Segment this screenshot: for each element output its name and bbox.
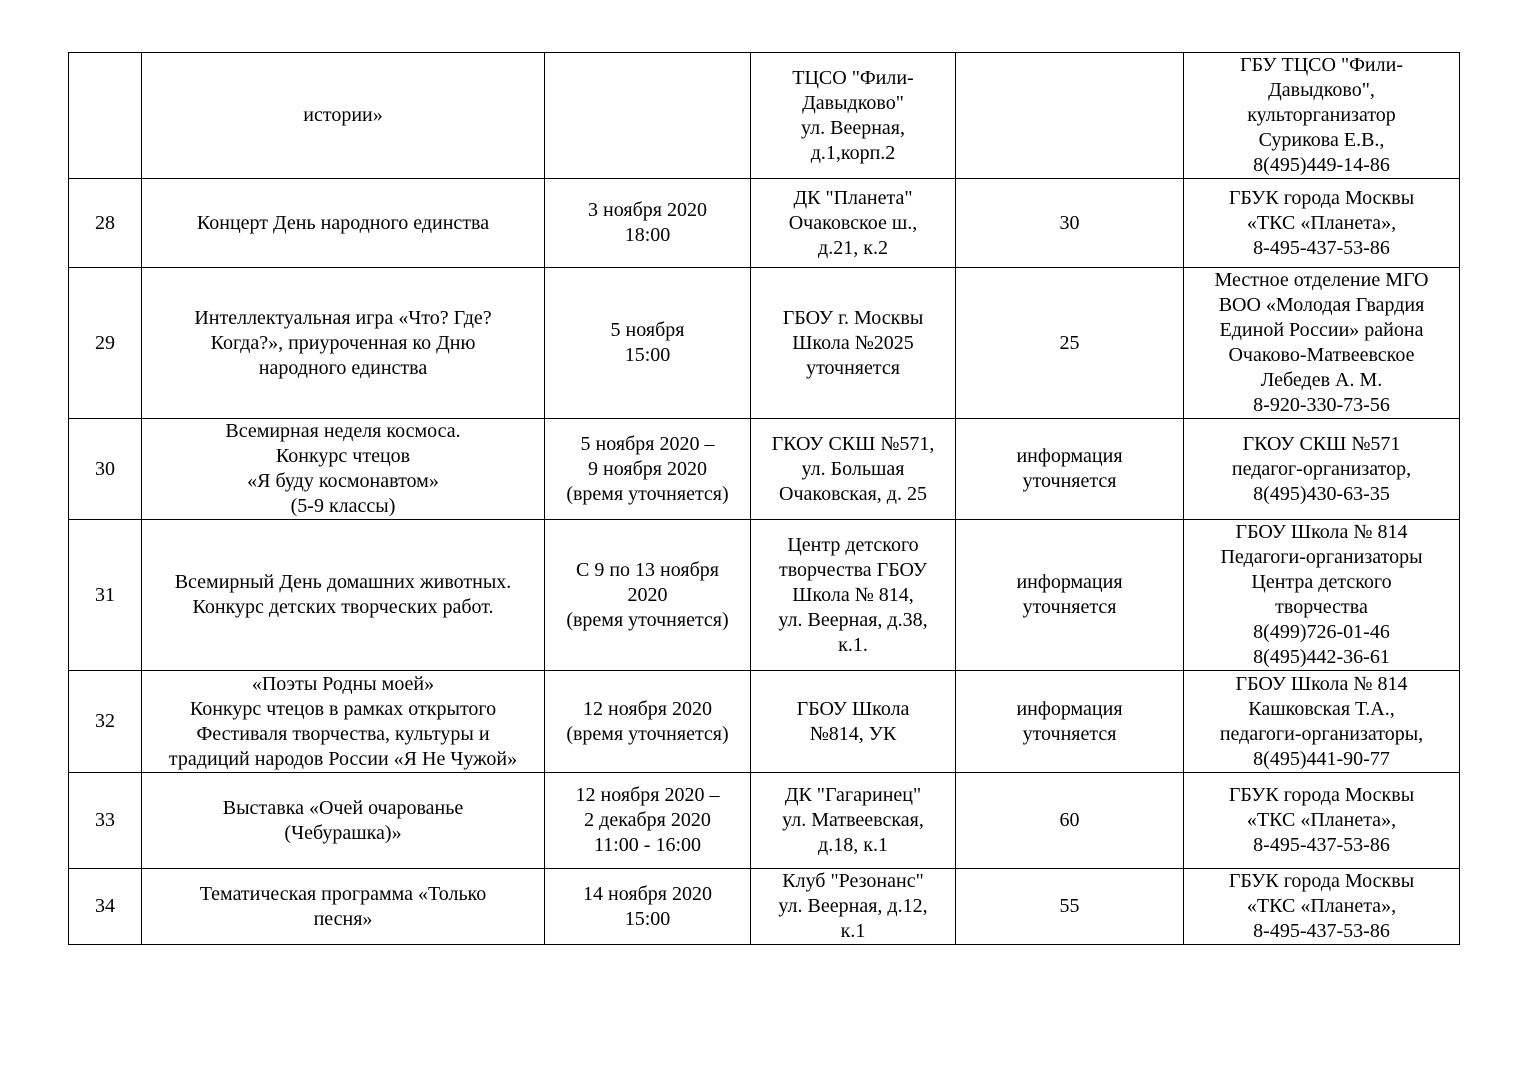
cell-place (751, 520, 956, 671)
table-row (69, 869, 1460, 945)
cell-organizer (1184, 53, 1460, 179)
cell-event (142, 179, 545, 268)
cell-place (751, 671, 956, 773)
cell-date-text: 5 ноября 15:00 (610, 319, 685, 366)
cell-number-text: 31 (95, 583, 115, 606)
cell-event-text: Интеллектуальная игра «Что? Где? Когда?», приуроченная ко Дню народного единства (194, 306, 492, 379)
cell-place-text: ТЦСО "Фили- Давыдково" ул. Веерная, д.1,корп.2 (792, 66, 914, 164)
cell-date-text: 12 ноября 2020 (время уточняется) (566, 697, 729, 745)
cell-participants (956, 671, 1184, 773)
cell-participants-text: 55 (1059, 895, 1080, 917)
cell-organizer-text: ГБУК города Москвы «ТКС «Планета», 8-495-437-53-86 (1228, 870, 1415, 942)
cell-number (69, 419, 142, 520)
events-table (68, 52, 1460, 945)
cell-participants (956, 268, 1184, 419)
cell-place (751, 268, 956, 419)
cell-event (142, 268, 545, 419)
cell-place-text: ГБОУ г. Москвы Школа №2025 уточняется (782, 306, 924, 379)
cell-place (751, 53, 956, 179)
cell-date (545, 869, 751, 945)
cell-place-text: Центр детского творчества ГБОУ Школа № 814, ул. Веерная, д.38, к.1. (778, 533, 928, 656)
cell-place-text: ГБОУ Школа №814, УК (796, 697, 910, 745)
cell-event (142, 869, 545, 945)
cell-date-text: 3 ноября 2020 18:00 (588, 199, 707, 246)
cell-number (69, 869, 142, 945)
cell-organizer-text: ГБОУ Школа № 814 Педагоги-организаторы Центра детского творчества 8(499)726-01-46 8(495)442-36-61 (1220, 521, 1423, 668)
cell-number-text: 33 (95, 809, 115, 831)
cell-organizer (1184, 419, 1460, 520)
cell-number (69, 520, 142, 671)
cell-event-text: Всемирная неделя космоса. Конкурс чтецов «Я буду космонавтом» (5-9 классы) (225, 420, 461, 517)
cell-place (751, 419, 956, 520)
cell-date (545, 179, 751, 268)
cell-participants-text: информация уточняется (1016, 445, 1123, 492)
cell-participants-text: 60 (1059, 809, 1080, 831)
cell-date (545, 419, 751, 520)
cell-number-text: 30 (95, 457, 115, 480)
cell-participants (956, 179, 1184, 268)
cell-organizer-text: ГБУ ТЦСО "Фили- Давыдково", культорганизатор Сурикова Е.В., 8(495)449-14-86 (1240, 54, 1403, 176)
cell-event (142, 773, 545, 869)
cell-number-text: 29 (95, 331, 115, 354)
cell-participants-text: 30 (1059, 211, 1080, 234)
cell-participants (956, 869, 1184, 945)
cell-participants-text: информация уточняется (1016, 697, 1123, 745)
cell-number-text: 28 (95, 211, 115, 234)
table-row (69, 179, 1460, 268)
cell-number (69, 53, 142, 179)
cell-event (142, 53, 545, 179)
cell-organizer-text: ГБУК города Москвы «ТКС «Планета», 8-495-437-53-86 (1228, 784, 1415, 856)
cell-organizer-text: Местное отделение МГО ВОО «Молодая Гвардия Единой России» района Очаково-Матвеевское Лебедев А. М. 8-920-330-73-56 (1214, 269, 1429, 416)
table-row (69, 419, 1460, 520)
cell-place-text: ДК "Планета" Очаковское ш., д.21, к.2 (788, 186, 918, 259)
cell-event-text: истории» (303, 104, 383, 126)
cell-number-text: 32 (95, 710, 115, 732)
cell-organizer (1184, 179, 1460, 268)
cell-event-text: Концерт День народного единства (196, 211, 490, 234)
cell-organizer (1184, 773, 1460, 869)
cell-participants-text: 25 (1059, 331, 1080, 354)
cell-event-text: Тематическая программа «Только песня» (199, 882, 487, 930)
cell-event (142, 671, 545, 773)
cell-event-text: Выставка «Очей очарованье (Чебурашка)» (222, 796, 464, 844)
cell-participants (956, 53, 1184, 179)
cell-participants (956, 773, 1184, 869)
cell-date (545, 773, 751, 869)
cell-event-text: «Поэты Родны моей» Конкурс чтецов в рамках открытого Фестиваля творчества, культуры и традиций народов России «Я Не Чужой» (168, 672, 518, 770)
cell-participants-text: информация уточняется (1016, 571, 1123, 618)
cell-number (69, 268, 142, 419)
cell-organizer (1184, 671, 1460, 773)
cell-event (142, 419, 545, 520)
cell-date (545, 268, 751, 419)
cell-date-text: 12 ноября 2020 – 2 декабря 2020 11:00 - 16:00 (575, 784, 720, 856)
cell-number (69, 671, 142, 773)
cell-date (545, 671, 751, 773)
table-row (69, 671, 1460, 773)
cell-date (545, 520, 751, 671)
cell-place (751, 869, 956, 945)
cell-number-text: 34 (95, 895, 115, 917)
cell-place-text: ГКОУ СКШ №571, ул. Большая Очаковская, д. 25 (771, 432, 935, 505)
cell-place (751, 179, 956, 268)
cell-place-text: ДК "Гагаринец" ул. Матвеевская, д.18, к.1 (782, 784, 924, 856)
table-row (69, 53, 1460, 179)
cell-event-text: Всемирный День домашних животных. Конкурс детских творческих работ. (174, 571, 512, 618)
cell-organizer (1184, 268, 1460, 419)
cell-date-text: С 9 по 13 ноября 2020 (время уточняется) (566, 558, 729, 631)
cell-number (69, 179, 142, 268)
cell-date (545, 53, 751, 179)
cell-number (69, 773, 142, 869)
cell-organizer (1184, 869, 1460, 945)
cell-organizer-text: ГБУК города Москвы «ТКС «Планета», 8-495-437-53-86 (1228, 186, 1415, 259)
table-row (69, 773, 1460, 869)
table-row (69, 520, 1460, 671)
cell-organizer (1184, 520, 1460, 671)
cell-place-text: Клуб "Резонанс" ул. Веерная, д.12, к.1 (778, 870, 928, 942)
cell-place (751, 773, 956, 869)
cell-date-text: 5 ноября 2020 – 9 ноября 2020 (время уточняется) (566, 432, 729, 505)
cell-event (142, 520, 545, 671)
cell-organizer-text: ГБОУ Школа № 814 Кашковская Т.А., педагоги-организаторы, 8(495)441-90-77 (1219, 672, 1424, 770)
cell-organizer-text: ГКОУ СКШ №571 педагог-организатор, 8(495)430-63-35 (1231, 432, 1412, 505)
cell-date-text: 14 ноября 2020 15:00 (583, 882, 712, 930)
cell-participants (956, 520, 1184, 671)
table-row (69, 268, 1460, 419)
cell-participants (956, 419, 1184, 520)
